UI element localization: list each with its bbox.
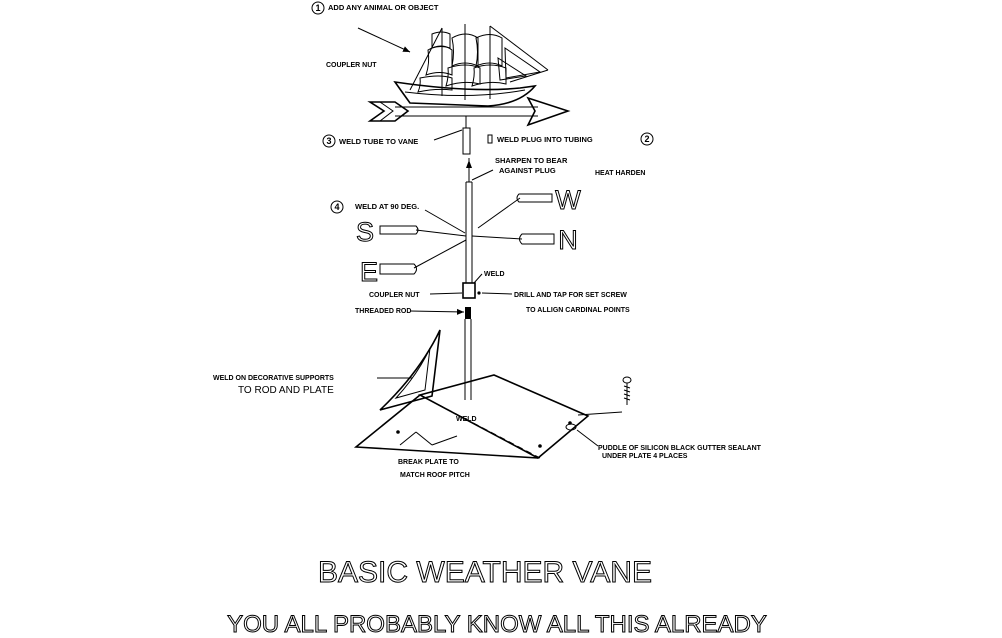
label-sharpen-1: SHARPEN TO BEAR xyxy=(495,156,568,165)
south-arm xyxy=(356,217,466,247)
label-drill-tap-1: DRILL AND TAP FOR SET SCREW xyxy=(514,292,627,299)
label-weld-tube: WELD TUBE TO VANE xyxy=(339,137,419,146)
label-puddle-2: UNDER PLATE 4 PLACES xyxy=(602,453,688,460)
label-coupler-nut-top: COUPLER NUT xyxy=(326,62,377,69)
decorative-support xyxy=(380,330,440,410)
label-break-plate-1: BREAK PLATE TO xyxy=(398,459,459,466)
callout-2-number: 2 xyxy=(644,134,650,144)
label-decorative-1: WELD ON DECORATIVE SUPPORTS xyxy=(213,375,334,382)
coupler-nut xyxy=(463,283,475,298)
label-weld-mid: WELD xyxy=(484,271,505,278)
north-arm xyxy=(472,225,578,255)
west-arm xyxy=(478,185,581,228)
vane-arrow xyxy=(370,98,568,125)
label-add-animal: ADD ANY ANIMAL OR OBJECT xyxy=(328,3,439,12)
label-puddle-1: PUDDLE OF SILICON BLACK GUTTER SEALANT xyxy=(598,445,761,452)
label-break-plate-2: MATCH ROOF PITCH xyxy=(400,472,470,479)
label-weld-plug: WELD PLUG INTO TUBING xyxy=(497,135,593,144)
callout-4-number: 4 xyxy=(334,202,340,212)
label-threaded-rod: THREADED ROD xyxy=(355,308,412,315)
callout-3-number: 3 xyxy=(326,136,332,146)
label-weld-90: WELD AT 90 DEG. xyxy=(355,202,420,211)
main-rod xyxy=(466,182,472,283)
direction-south: S xyxy=(355,217,375,247)
east-arm xyxy=(360,240,466,287)
page-subtitle: YOU ALL PROBABLY KNOW ALL THIS ALREADY xyxy=(227,611,767,633)
threaded-rod xyxy=(465,307,471,400)
direction-east: E xyxy=(359,257,379,287)
label-sharpen-2: AGAINST PLUG xyxy=(499,166,556,175)
page-title: BASIC WEATHER VANE xyxy=(318,556,652,589)
direction-west: W xyxy=(555,185,581,215)
label-coupler-nut: COUPLER NUT xyxy=(369,292,420,299)
ship-icon xyxy=(395,24,548,106)
label-decorative-2: TO ROD AND PLATE xyxy=(238,385,334,396)
leader-add-animal xyxy=(358,28,410,52)
vane-tube xyxy=(463,128,470,154)
callout-1-number: 1 xyxy=(315,3,321,13)
direction-north: N xyxy=(558,225,578,255)
label-weld-bottom: WELD xyxy=(456,416,477,423)
label-heat-harden: HEAT HARDEN xyxy=(595,170,646,177)
screw-icon xyxy=(623,377,631,405)
label-drill-tap-2: TO ALLIGN CARDINAL POINTS xyxy=(526,307,630,314)
